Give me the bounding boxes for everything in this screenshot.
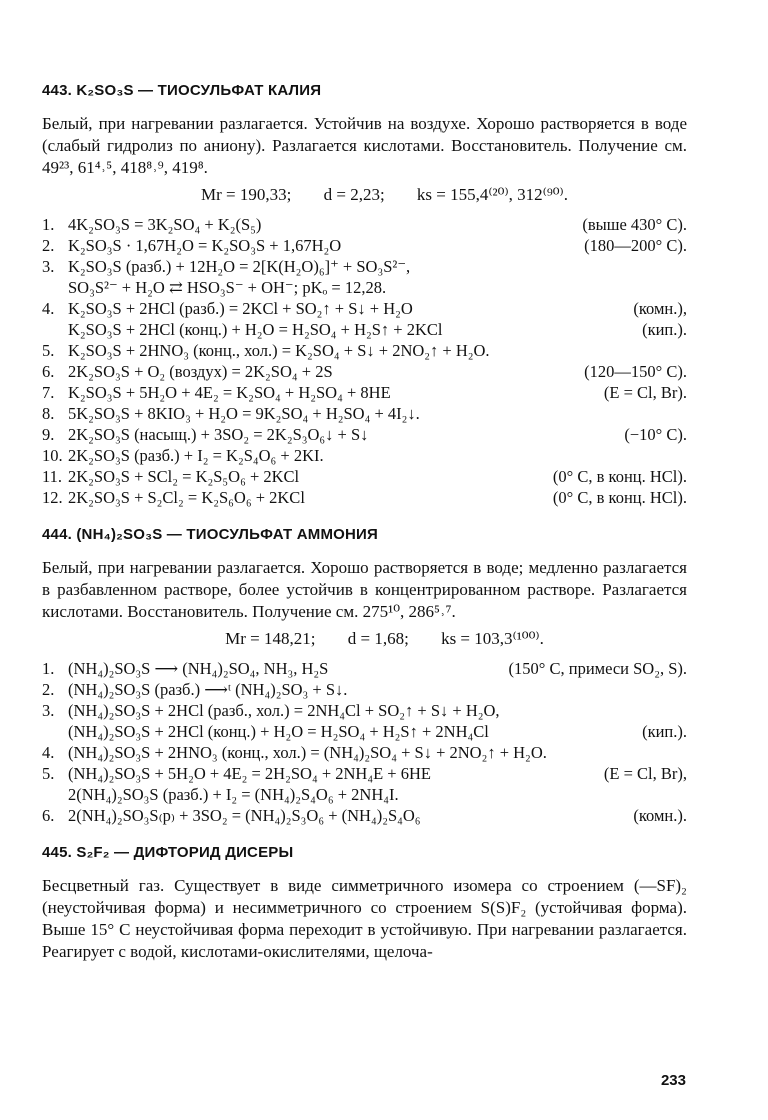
reaction-line: 10. 2K₂SO₃S (разб.) + I₂ = K₂S₄O₆ + 2KI. bbox=[42, 446, 324, 465]
physical-properties bbox=[42, 628, 687, 650]
entry-445 bbox=[42, 844, 687, 963]
reaction-line: K₂SO₃S + 2HCl (конц.) + H₂O = H₂SO₄ + H₂S↑ + 2KCl (кип.). bbox=[68, 320, 687, 339]
entry-444 bbox=[42, 526, 687, 826]
reaction-line: 5. K₂SO₃S + 2HNO₃ (конц., хол.) = K₂SO₄ + S↓ + 2NO₂↑ + H₂O. bbox=[42, 341, 490, 360]
reaction-line: 3. (NH₄)₂SO₃S + 2HCl (разб., хол.) = 2NH₄Cl + SO₂↑ + S↓ + H₂O, bbox=[42, 701, 500, 720]
reaction-list bbox=[42, 214, 687, 508]
physical-properties bbox=[42, 184, 687, 206]
page-content bbox=[42, 82, 687, 968]
reaction-line: 3. K₂SO₃S (разб.) + 12H₂O = 2[K(H₂O)₆]⁺ + SO₃S²⁻, bbox=[42, 257, 411, 276]
reaction-line: 2(NH₄)₂SO₃S (разб.) + I₂ = (NH₄)₂S₄O₆ + 2NH₄I. bbox=[68, 785, 399, 804]
reaction-line: 4. (NH₄)₂SO₃S + 2HNO₃ (конц., хол.) = (NH₄)₂SO₄ + S↓ + 2NO₂↑ + H₂O. bbox=[42, 743, 547, 762]
reaction-line: SO₃S²⁻ + H₂O ⇄ HSO₃S⁻ + OH⁻; pKₒ = 12,28. bbox=[68, 278, 387, 297]
reaction-line: 4. K₂SO₃S + 2HCl (разб.) = 2KCl + SO₂↑ + S↓ + H₂O (комн.), bbox=[42, 299, 687, 318]
reaction-list bbox=[42, 658, 687, 826]
reaction-line: 6. 2(NH₄)₂SO₃S₍р₎ + 3SO₂ = (NH₄)₂S₃O₆ + (NH₄)₂S₄O₆ (комн.). bbox=[42, 806, 687, 825]
reaction-line: 8. 5K₂SO₃S + 8KIO₃ + H₂O = 9K₂SO₄ + H₂SO₄ + 4I₂↓. bbox=[42, 404, 420, 423]
density: d = 2,23; bbox=[323, 185, 385, 204]
reaction-line: 9. 2K₂SO₃S (насыщ.) + 3SO₂ = 2K₂S₃O₆↓ + S↓ (−10° С). bbox=[42, 425, 687, 444]
entry-description: Белый, при нагревании разлагается. Хорошо растворяется в воде; медленно разлагается в разбавленном растворе, более устойчив в концентрированном растворе. Разлагается кислотами. Восстановитель. Получение см. 275¹⁰, 286⁵˒⁷. bbox=[42, 558, 687, 621]
reaction-line: (NH₄)₂SO₃S + 2HCl (конц.) + H₂O = H₂SO₄ + H₂S↑ + 2NH₄Cl (кип.). bbox=[68, 722, 687, 741]
entry-443 bbox=[42, 82, 687, 508]
molar-mass: Mr = 148,21; bbox=[225, 629, 316, 648]
molar-mass: Mr = 190,33; bbox=[201, 185, 292, 204]
reaction-line: 6. 2K₂SO₃S + O₂ (воздух) = 2K₂SO₄ + 2S (120—150° С). bbox=[42, 362, 687, 381]
entry-heading: 445. S₂F₂ — ДИФТОРИД ДИСЕРЫ bbox=[42, 844, 294, 861]
reaction-line: 1. (NH₄)₂SO₃S ⟶ (NH₄)₂SO₄, NH₃, H₂S (150° С, примеси SO₂, S). bbox=[42, 659, 687, 678]
reaction-line: 5. (NH₄)₂SO₃S + 5H₂O + 4E₂ = 2H₂SO₄ + 2NH₄E + 6HE (E = Cl, Br), bbox=[42, 764, 687, 783]
entry-heading: 444. (NH₄)₂SO₃S — ТИОСУЛЬФАТ АММОНИЯ bbox=[42, 526, 379, 543]
reaction-line: 1. 4K₂SO₃S = 3K₂SO₄ + K₂(S₅) (выше 430° С). bbox=[42, 215, 687, 234]
reaction-line: 7. K₂SO₃S + 5H₂O + 4E₂ = K₂SO₄ + H₂SO₄ + 8HE (E = Cl, Br). bbox=[42, 383, 687, 402]
reaction-line: 2. K₂SO₃S · 1,67H₂O = K₂SO₃S + 1,67H₂O (180—200° С). bbox=[42, 236, 687, 255]
solubility: ks = 103,3⁽¹⁰⁰⁾. bbox=[441, 629, 544, 648]
entry-heading: 443. K₂SO₃S — ТИОСУЛЬФАТ КАЛИЯ bbox=[42, 82, 322, 99]
reaction-line: 11. 2K₂SO₃S + SCl₂ = K₂S₅O₆ + 2KCl (0° С, в конц. HCl). bbox=[42, 467, 687, 486]
density: d = 1,68; bbox=[347, 629, 409, 648]
reaction-line: 12. 2K₂SO₃S + S₂Cl₂ = K₂S₆O₆ + 2KCl (0° С, в конц. HCl). bbox=[42, 488, 687, 507]
entry-description: Белый, при нагревании разлагается. Устойчив на воздухе. Хорошо растворяется в воде (слабый гидролиз по аниону). Разлагается кислотами. Восстановитель. Получение см. 49²³, 61⁴˒⁵, 418⁸˒⁹, 419⁸. bbox=[42, 114, 687, 177]
entry-description: Бесцветный газ. Существует в виде симметричного изомера со строением (—SF)₂ (неустойчивая форма) и несимметричного со строением S(S)F₂ (устойчивая форма). Выше 15° С неустойчивая форма переходит в устойчивую. При нагревании разлагается. Реагирует с водой, кислотами-окислителями, щелоча- bbox=[42, 876, 687, 961]
solubility: ks = 155,4⁽²⁰⁾, 312⁽⁹⁰⁾. bbox=[416, 185, 568, 204]
reaction-line: 2. (NH₄)₂SO₃S (разб.) ⟶ᵗ (NH₄)₂SO₃ + S↓. bbox=[42, 680, 348, 699]
page-number: 233 bbox=[660, 1072, 686, 1089]
